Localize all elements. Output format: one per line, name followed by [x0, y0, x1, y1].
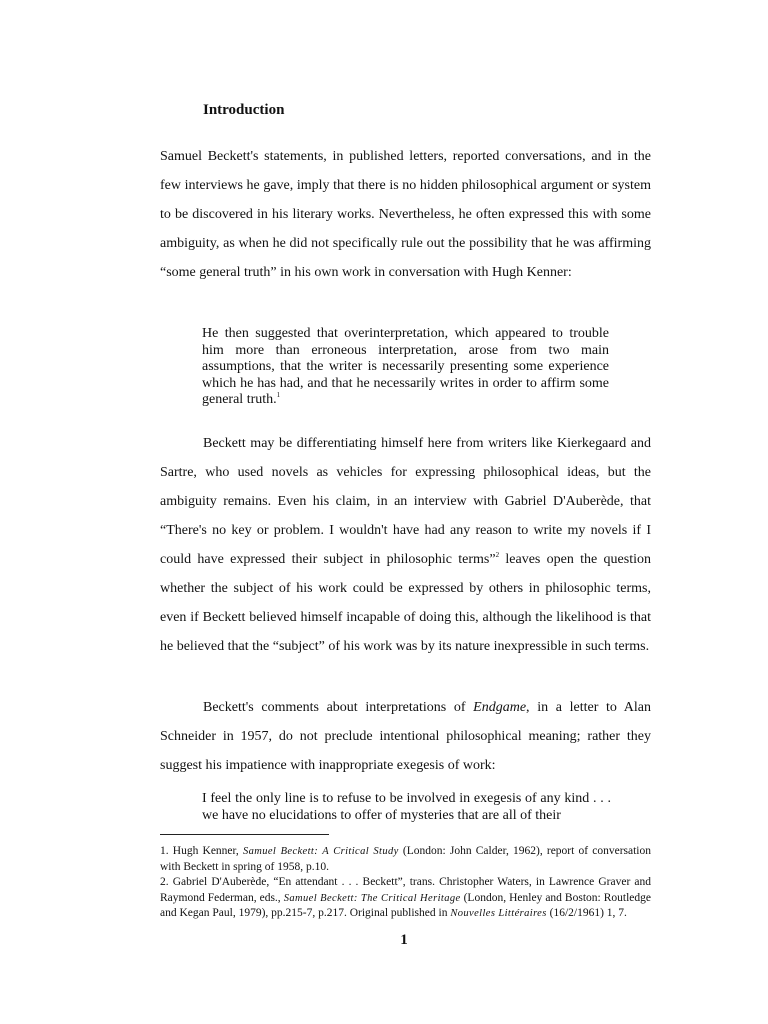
footnote-2-journal: Nouvelles Littéraires [450, 908, 547, 919]
work-title-endgame: Endgame [473, 700, 527, 715]
block-quote-1 [202, 326, 609, 409]
paragraph-2 [160, 429, 651, 661]
paragraph-3 [160, 693, 651, 780]
paragraph-3-text-b: , in a letter to Alan Schneider in 1957, do not preclude intentional philosophical meaning; rather they suggest his impatience with inappropriate exegesis of work: [160, 700, 651, 773]
footnote-2-title: Samuel Beckett: The Critical Heritage [283, 892, 461, 904]
paragraph-2-text-a: Beckett may be differentiating himself here from writers like Kierkegaard and Sartre, who used novels as vehicles for expressing philosophical ideas, but the ambiguity remains. Even his claim, in an interview with Gabriel D'Auberède, that “There's no key or problem. I wouldn't have had any reason to write my novels if I could have expressed their subject in philosophic terms” [160, 436, 651, 567]
footnote-ref-2: 2 [495, 551, 500, 559]
footnotes [160, 844, 651, 922]
footnote-1-text-b: (London: John Calder, 1962), report of conversation with Beckett in spring of 1958, p.10. [160, 845, 651, 873]
paragraph-1: Samuel Beckett's statements, in published letters, reported conversations, and in the few interviews he gave, imply that there is no hidden philosophical argument or system to be discovered in his literary works. Nevertheless, he often expressed this with some ambiguity, as when he did not specifically rule out the possibility that he was affirming “some general truth” in his own work in conversation with Hugh Kenner: [160, 149, 651, 280]
footnote-1-text-a: 1. Hugh Kenner, [160, 845, 243, 857]
section-heading: Introduction [203, 102, 285, 118]
paragraph-3-text-a: Beckett's comments about interpretations of [203, 700, 474, 715]
footnote-2-text-c: (16/2/1961) 1, 7. [546, 907, 627, 919]
block-quote-1-text: He then suggested that overinterpretation, which appeared to trouble him more than erroneous interpretation, arose from two main assumptions, that the writer is necessarily presenting some experience which he has had, and that he necessarily writes in order to affirm some general truth. [202, 326, 609, 407]
footnote-divider [160, 834, 329, 835]
page-number: 1 [400, 932, 408, 948]
footnote-2-text-a: 2. Gabriel D'Auberède, “En attendant . . . Beckett”, trans. Christopher Waters, in Lawrence Graver and Raymond Federman, eds., [160, 876, 651, 904]
footnote-ref-1: 1 [276, 391, 281, 399]
footnote-1-title: Samuel Beckett: A Critical Study [242, 846, 399, 857]
footnote-2-text-b: (London, Henley and Boston: Routledge and Kegan Paul, 1979), pp.215-7, p.217. Original published in [160, 891, 651, 919]
footnote-2 [160, 875, 651, 922]
footnote-1 [160, 844, 651, 875]
block-quote-2: I feel the only line is to refuse to be involved in exegesis of any kind . . . we have no elucidations to offer of mysteries that are all of their [202, 791, 611, 823]
paragraph-2-text-b: leaves open the question whether the subject of his work could be expressed by others in philosophic terms, even if Beckett believed himself incapable of doing this, although the likelihood is that he believed that the “subject” of his work was by its nature inexpressible in such terms. [160, 552, 651, 654]
